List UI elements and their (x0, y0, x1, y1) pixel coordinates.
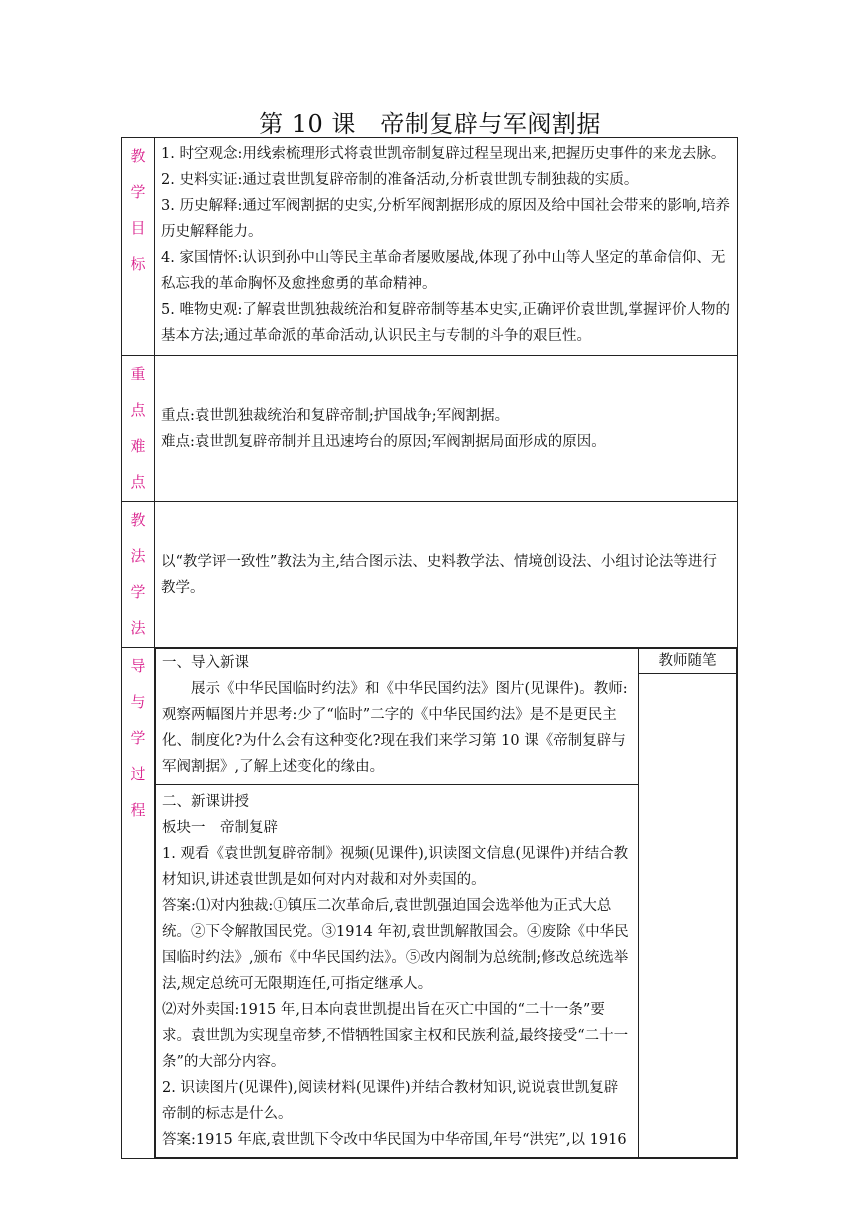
intro-heading: 一、导入新课 (162, 655, 249, 671)
key-point-item: 重点:袁世凯独裁统治和复辟帝制;护国战争;军阀割据。 (161, 407, 510, 424)
methods-row (122, 502, 738, 648)
keypoints-label: 重 点 难 点 (130, 365, 146, 491)
intro-body: 展示《中华民国临时约法》和《中华民国约法》图片(见课件)。教师:观察两幅图片并思考:少了“临时”二字的《中华民国约法》是不是更民主化、制度化?为什么会有这种变化?现在我们来学习第 10 课《帝制复辟与军阀割据》,了解上述变化的缘由。 (162, 681, 628, 775)
goal-item: 4. 家国情怀:认识到孙中山等民主革命者屡败屡战,体现了孙中山等人坚定的革命信仰、无私忘我的革命胸怀及愈挫愈勇的革命精神。 (161, 250, 726, 292)
block-heading: 板块一 帝制复辟 (162, 820, 278, 836)
keypoints-row (122, 356, 738, 502)
goal-item: 1. 时空观念:用线索梳理形式将袁世凯帝制复辟过程呈现出来,把握历史事件的来龙去脉。 (161, 146, 726, 162)
methods-label: 教 法 学 法 (130, 511, 146, 637)
methods-content-cell (155, 502, 738, 648)
lesson-line: ⑵对外卖国:1915 年,日本向袁世凯提出旨在灭亡中国的“二十一条”要求。袁世凯为实现皇帝梦,不惜牺牲国家主权和民族利益,最终接受“二十一条”的大部分内容。 (162, 1002, 629, 1070)
keypoints-content-cell (155, 356, 738, 502)
methods-text: 以“教学评一致性”教法为主,结合图示法、史料教学法、情境创设法、小组讨论法等进行教学。 (161, 553, 717, 596)
goals-row (122, 138, 738, 356)
goal-item: 3. 历史解释:通过军阀割据的史实,分析军阀割据形成的原因及给中国社会带来的影响,培养历史解释能力。 (161, 198, 731, 240)
goal-item: 5. 唯物史观:了解袁世凯独裁统治和复辟帝制等基本史实,正确评价袁世凯,掌握评价人物的基本方法;通过革命派的革命活动,认识民主与专制的斗争的艰巨性。 (161, 302, 731, 344)
goals-label: 教 学 目 标 (130, 147, 146, 273)
lesson-line: 1. 观看《袁世凯复辟帝制》视频(见课件),识读图文信息(见课件)并结合教材知识,讲述袁世凯是如何对内对裁和对外卖国的。 (162, 846, 629, 888)
intro-section (156, 649, 638, 784)
teacher-notes-column (639, 649, 737, 1158)
new-lesson-section (156, 784, 638, 1157)
new-lesson-heading: 二、新课讲授 (162, 794, 249, 810)
process-main (156, 649, 639, 1158)
goals-label-cell (122, 138, 155, 356)
lesson-line: 答案:⑴对内独裁:①镇压二次革命后,袁世凯强迫国会选举他为正式大总统。②下令解散国民党。③1914 年初,袁世凯解散国会。④废除《中华民国临时约法》,颁布《中华民国约法》。⑤改内阁制为总统制;修改总统选举法,规定总统可无限期连任,可指定继承人。 (162, 898, 629, 992)
keypoints-label-cell (122, 356, 155, 502)
methods-label-cell (122, 502, 155, 648)
teacher-notes-header: 教师随笔 (639, 649, 736, 674)
process-label: 导 与 学 过 程 (130, 657, 146, 819)
process-inner-table (155, 648, 737, 1158)
lesson-line: 2. 识读图片(见课件),阅读材料(见课件)并结合教材知识,说说袁世凯复辟帝制的标志是什么。 (162, 1080, 619, 1122)
goals-content-cell (155, 138, 738, 356)
key-point-item: 难点:袁世凯复辟帝制并且迅速垮台的原因;军阀割据局面形成的原因。 (161, 433, 606, 450)
process-label-cell (122, 648, 155, 1159)
process-row (122, 648, 738, 1159)
goal-item: 2. 史料实证:通过袁世凯复辟帝制的准备活动,分析袁世凯专制独裁的实质。 (161, 172, 639, 188)
lesson-plan-table (121, 137, 738, 1159)
lesson-title: 第 10 课 帝制复辟与军阀割据 (259, 110, 601, 138)
lesson-line: 答案:1915 年底,袁世凯下令改中华民国为中华帝国,年号“洪宪”,以 1916 (162, 1132, 627, 1148)
process-content-cell (155, 648, 738, 1159)
